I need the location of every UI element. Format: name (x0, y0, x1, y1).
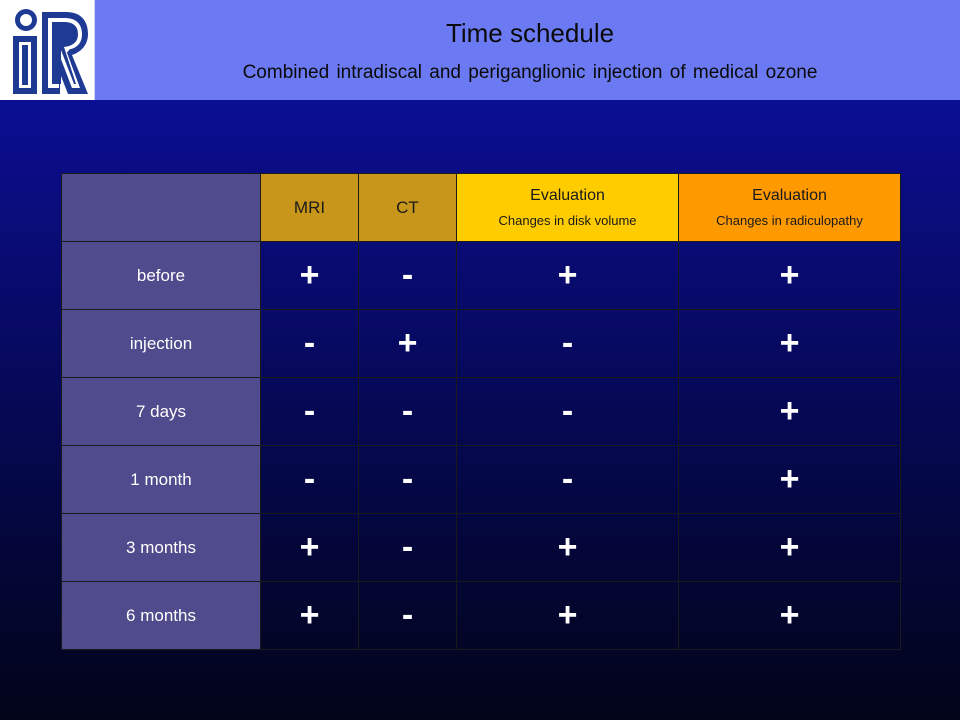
table-row (62, 446, 901, 514)
table-header-row (62, 174, 901, 242)
table-row (62, 310, 901, 378)
header-bar (0, 0, 960, 100)
logo (0, 0, 95, 100)
ct-mark: - (359, 582, 457, 650)
page-title: Time schedule (445, 18, 615, 48)
column-header-disk-volume-sub: Changes in disk volume (498, 212, 637, 228)
table-row (62, 378, 901, 446)
row-label: 1 month (62, 446, 261, 514)
column-header-disk-volume-title: Evaluation (530, 186, 605, 204)
column-header-mri: MRI (261, 174, 359, 242)
disk-volume-mark: + (457, 242, 679, 310)
mri-mark: - (261, 446, 359, 514)
disk-volume-mark: - (457, 446, 679, 514)
table-row (62, 582, 901, 650)
row-label: injection (62, 310, 261, 378)
corner-cell (62, 174, 261, 242)
ct-mark: + (359, 310, 457, 378)
disk-volume-mark: - (457, 378, 679, 446)
mri-mark: - (261, 310, 359, 378)
disk-volume-mark: + (457, 514, 679, 582)
column-header-radiculopathy-title: Evaluation (752, 186, 827, 204)
page-subtitle: Combined intradiscal and periganglionic injection of medical ozone (242, 62, 818, 83)
ct-mark: - (359, 378, 457, 446)
row-label: 6 months (62, 582, 261, 650)
column-header-radiculopathy-sub: Changes in radiculopathy (716, 212, 863, 228)
row-label: 7 days (62, 378, 261, 446)
ct-mark: - (359, 242, 457, 310)
column-header-ct: CT (359, 174, 457, 242)
radiculopathy-mark: + (679, 514, 901, 582)
mri-mark: + (261, 514, 359, 582)
disk-volume-mark: - (457, 310, 679, 378)
row-label: 3 months (62, 514, 261, 582)
ir-logo-icon (4, 4, 90, 96)
column-header-disk-volume (457, 174, 679, 242)
radiculopathy-mark: + (679, 310, 901, 378)
radiculopathy-mark: + (679, 242, 901, 310)
ct-mark: - (359, 514, 457, 582)
table-row (62, 514, 901, 582)
radiculopathy-mark: + (679, 446, 901, 514)
radiculopathy-mark: + (679, 378, 901, 446)
table-row (62, 242, 901, 310)
column-header-radiculopathy (679, 174, 901, 242)
schedule-table (61, 173, 901, 650)
disk-volume-mark: + (457, 582, 679, 650)
mri-mark: - (261, 378, 359, 446)
mri-mark: + (261, 242, 359, 310)
row-label: before (62, 242, 261, 310)
ct-mark: - (359, 446, 457, 514)
mri-mark: + (261, 582, 359, 650)
radiculopathy-mark: + (679, 582, 901, 650)
